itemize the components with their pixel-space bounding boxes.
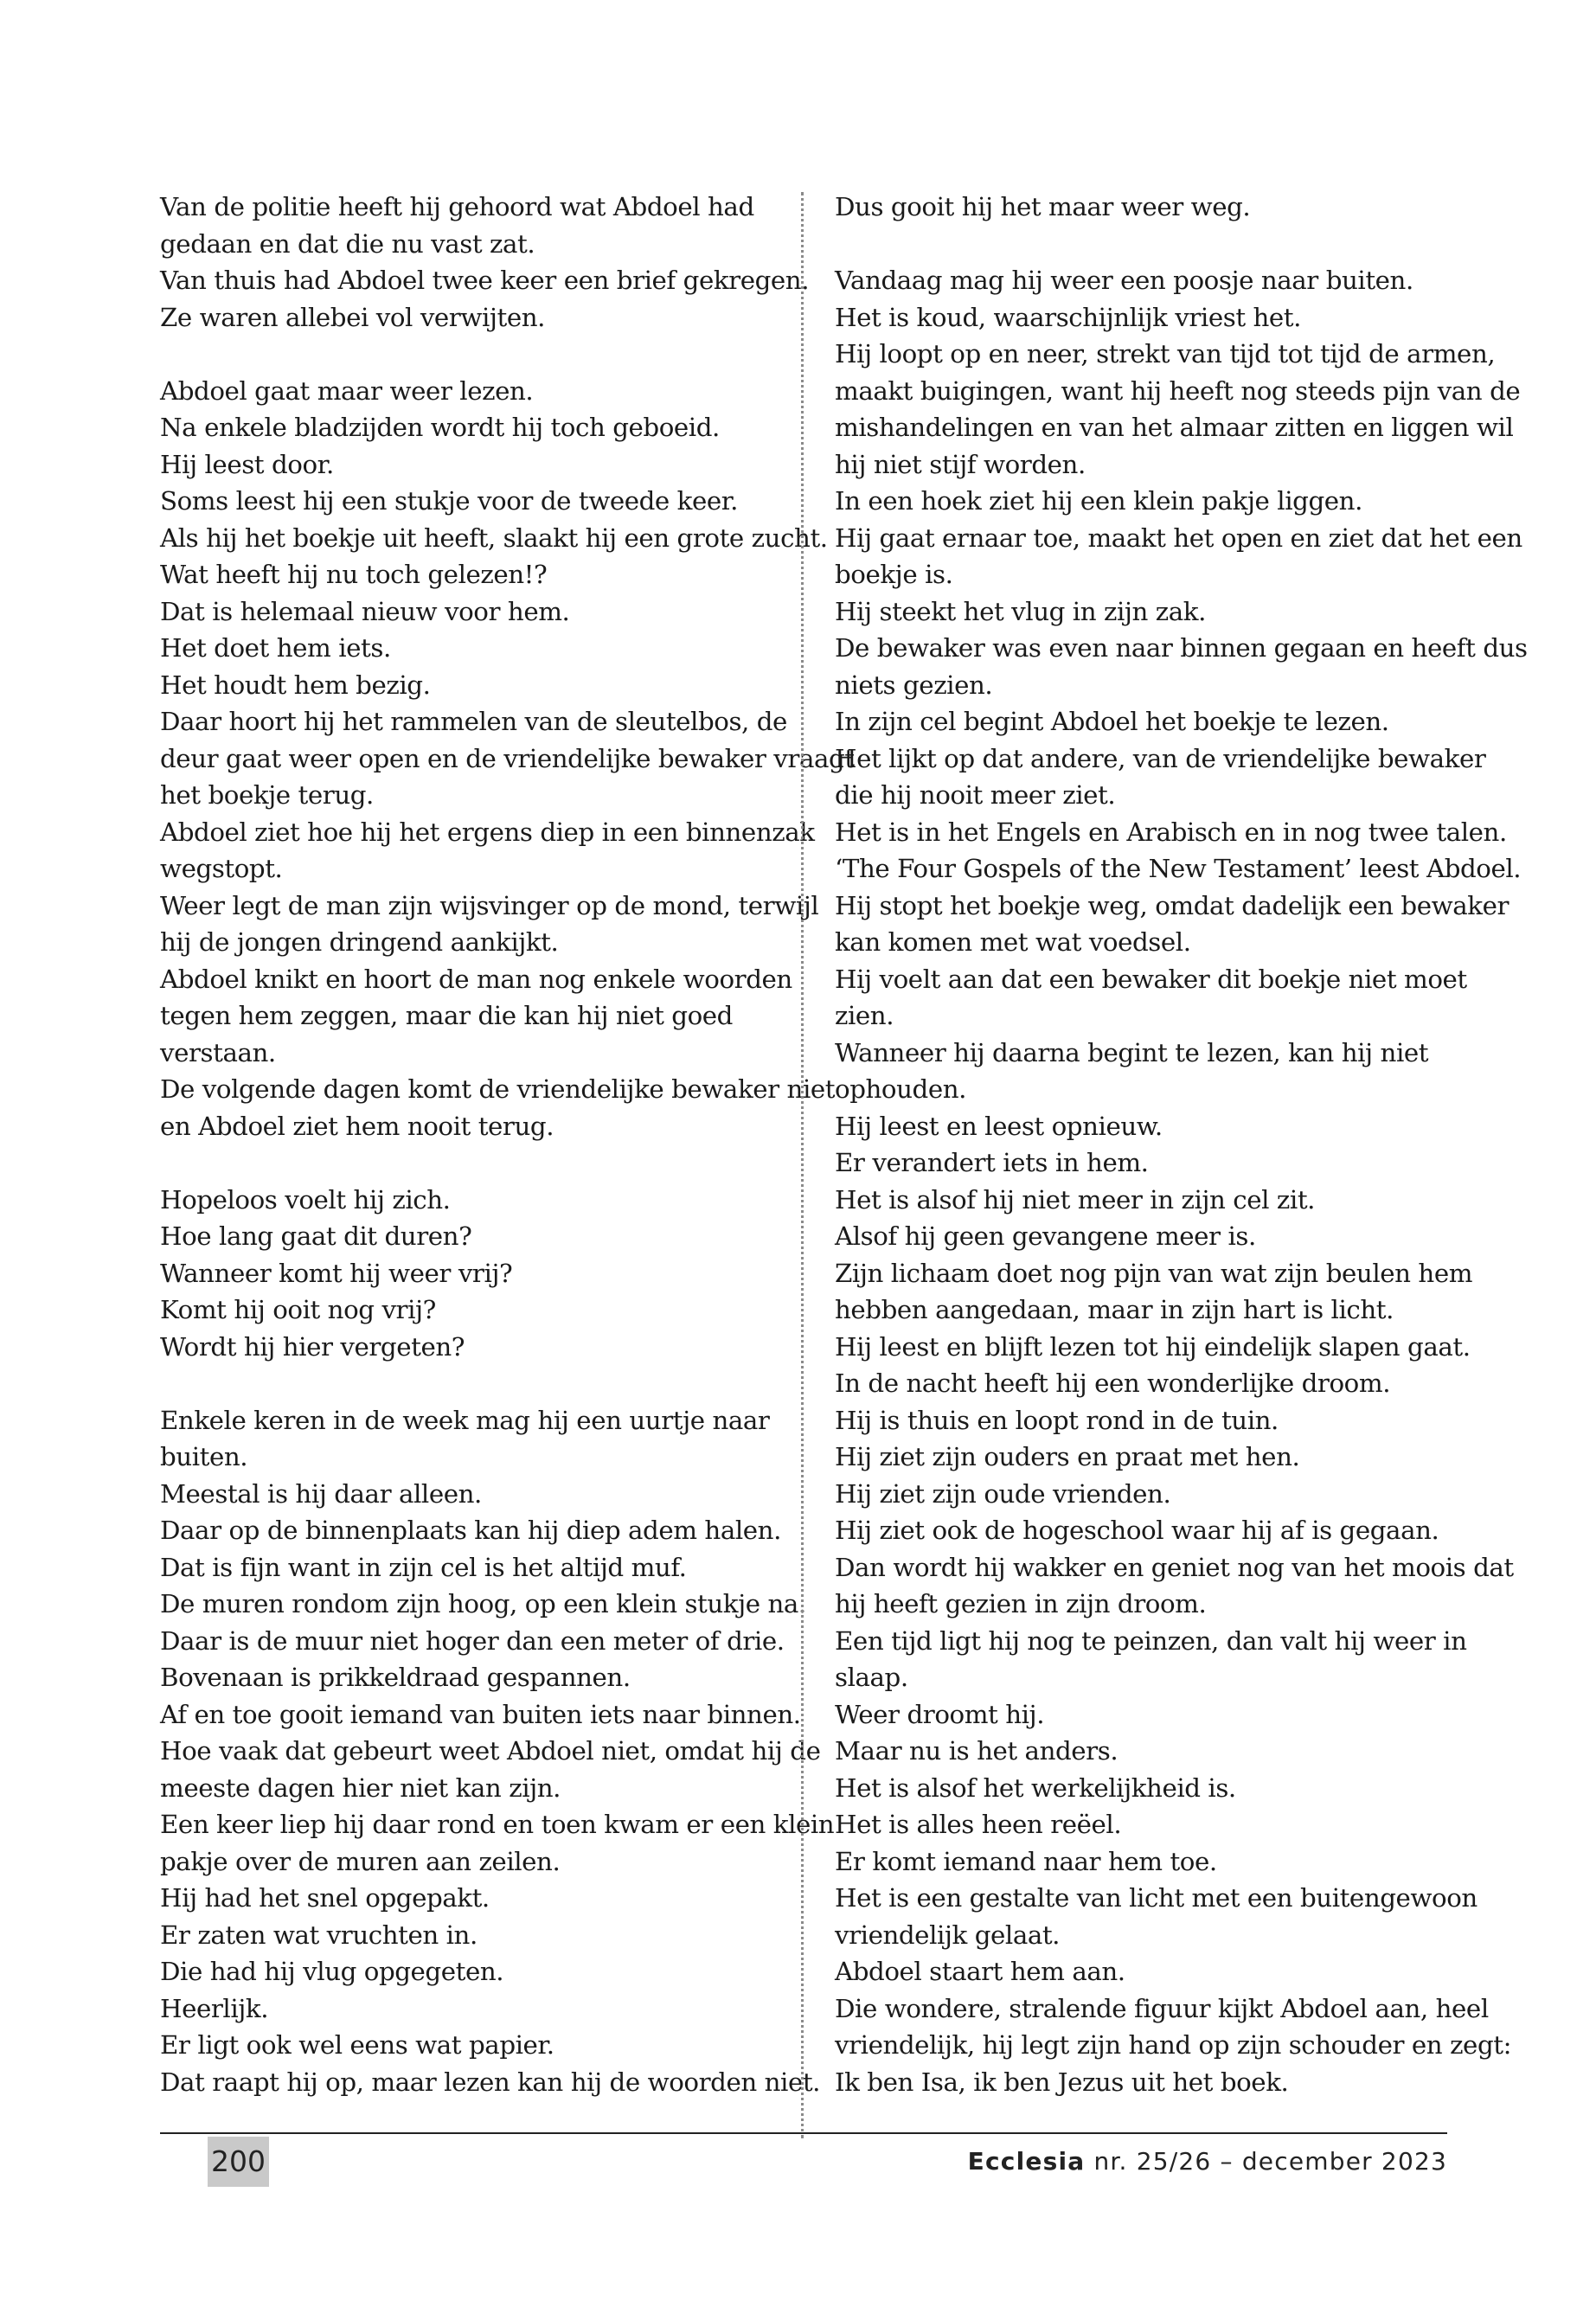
paragraph-gap [160, 1365, 779, 1402]
text-line: hij heeft gezien in zijn droom. [835, 1589, 1207, 1618]
text-line: meeste dagen hier niet kan zijn. [160, 1772, 561, 1803]
text-line: Hij ziet zijn oude vrienden. [835, 1478, 1171, 1509]
text-line: Een keer liep hij daar rond en toen kwam er een klein [160, 1810, 835, 1839]
text-line: Hij steekt het vlug in zijn zak. [835, 596, 1206, 626]
text-line: Enkele keren in de week mag hij een uurtje naar [160, 1405, 770, 1435]
column-divider [801, 192, 804, 2138]
text-line: Het is alsof het werkelijkheid is. [835, 1772, 1236, 1803]
text-line: Meestal is hij daar alleen. [160, 1478, 482, 1509]
text-line: verstaan. [160, 1037, 276, 1067]
text-line: Abdoel knikt en hoort de man nog enkele woorden [160, 964, 792, 994]
text-line: Hij stopt het boekje weg, omdat dadelijk een bewaker [835, 890, 1509, 920]
text-line: kan komen met wat voedsel. [835, 927, 1191, 957]
text-line: Bovenaan is prikkeldraad gespannen. [160, 1663, 631, 1692]
issue-info: nr. 25/26 – december 2023 [1085, 2147, 1447, 2176]
text-line: Van de politie heeft hij gehoord wat Abdoel had [160, 192, 754, 221]
text-line: Abdoel gaat maar weer lezen. [160, 375, 534, 406]
text-line: Hoe lang gaat dit duren? [160, 1221, 472, 1251]
paragraph-gap [835, 226, 1458, 263]
text-line: De muren rondom zijn hoog, op een klein stukje na. [160, 1589, 806, 1618]
text-line: Er verandert iets in hem. [835, 1148, 1149, 1177]
text-line: Dat raapt hij op, maar lezen kan hij de woorden niet. [160, 2067, 821, 2097]
text-line: Hij leest en leest opnieuw. [835, 1111, 1163, 1141]
text-line: Er ligt ook wel eens wat papier. [160, 2030, 554, 2060]
text-line: gedaan en dat die nu vast zat. [160, 228, 535, 259]
text-line: hebben aangedaan, maar in zijn hart is licht. [835, 1295, 1394, 1324]
text-line: De volgende dagen komt de vriendelijke bewaker niet [160, 1074, 836, 1104]
text-line: Af en toe gooit iemand van buiten iets naar binnen. [160, 1699, 801, 1729]
text-line: boekje is. [835, 560, 953, 589]
text-line: Ze waren allebei vol verwijten. [160, 302, 546, 332]
text-line: Hij voelt aan dat een bewaker dit boekje niet moet [835, 964, 1467, 994]
text-line: Die wondere, stralende figuur kijkt Abdoel aan, heel [835, 1993, 1489, 2023]
text-line: Hij gaat ernaar toe, maakt het open en ziet dat het een [835, 522, 1522, 553]
journal-info [968, 2137, 1447, 2187]
text-line: zien. [835, 1001, 894, 1030]
text-line: die hij nooit meer ziet. [835, 780, 1116, 810]
text-line: Hij ziet ook de hogeschool waar hij af is gegaan. [835, 1516, 1439, 1545]
text-line: Heerlijk. [160, 1993, 269, 2023]
text-line: Zijn lichaam doet nog pijn van wat zijn beulen hem [835, 1258, 1473, 1288]
text-line: Ik ben Isa, ik ben Jezus uit het boek. [835, 2067, 1289, 2097]
text-line: mishandelingen en van het almaar zitten en liggen wil [835, 413, 1514, 442]
text-line: vriendelijk, hij legt zijn hand op zijn schouder en zegt: [835, 2030, 1511, 2060]
left-column [160, 189, 855, 2100]
text-line: Hij had het snel opgepakt. [160, 1883, 490, 1913]
paragraph-gap [160, 336, 779, 373]
text-line: Het is in het Engels en Arabisch en in nog twee talen. [835, 817, 1507, 847]
text-line: Weer legt de man zijn wijsvinger op de mond, terwijl [160, 890, 819, 920]
text-line: Dat is helemaal nieuw voor hem. [160, 596, 570, 626]
footer-rule [160, 2132, 1447, 2134]
text-line: deur gaat weer open en de vriendelijke bewaker vraagt [160, 743, 855, 773]
text-line: Die had hij vlug opgegeten. [160, 1957, 504, 1986]
text-line: Het is koud, waarschijnlijk vriest het. [835, 302, 1301, 332]
text-line: Daar op de binnenplaats kan hij diep adem halen. [160, 1516, 781, 1545]
text-line: maakt buigingen, want hij heeft nog steeds pijn van de [835, 375, 1521, 406]
text-line: het boekje terug. [160, 780, 374, 810]
text-line: Het is een gestalte van licht met een buitengewoon [835, 1883, 1477, 1913]
text-line: Hij leest en blijft lezen tot hij eindelijk slapen gaat. [835, 1331, 1471, 1362]
text-line: Wordt hij hier vergeten? [160, 1331, 465, 1362]
text-line: tegen hem zeggen, maar die kan hij niet goed [160, 1001, 733, 1030]
text-line: Het is alsof hij niet meer in zijn cel zit. [835, 1184, 1316, 1215]
text-line: Het is alles heen reëel. [835, 1810, 1122, 1839]
text-line: Er zaten wat vruchten in. [160, 1920, 478, 1950]
text-line: hij de jongen dringend aankijkt. [160, 927, 559, 957]
text-line: hij niet stijf worden. [835, 449, 1086, 479]
text-line: wegstopt. [160, 854, 283, 883]
text-line: pakje over de muren aan zeilen. [160, 1846, 561, 1876]
text-line: Daar is de muur niet hoger dan een meter of drie. [160, 1625, 785, 1656]
text-line: Van thuis had Abdoel twee keer een brief gekregen. [160, 266, 810, 295]
text-line: Hoe vaak dat gebeurt weet Abdoel niet, omdat hij de [160, 1736, 821, 1766]
text-line: Als hij het boekje uit heeft, slaakt hij een grote zucht. [160, 522, 828, 553]
text-line: en Abdoel ziet hem nooit terug. [160, 1111, 554, 1141]
text-line: slaap. [835, 1663, 908, 1692]
text-line: Abdoel ziet hoe hij het ergens diep in een binnenzak [160, 817, 815, 847]
text-line: Hij loopt op en neer, strekt van tijd tot tijd de armen, [835, 339, 1496, 369]
text-line: Alsof hij geen gevangene meer is. [835, 1221, 1256, 1251]
text-line: Maar nu is het anders. [835, 1736, 1118, 1766]
text-line: Dan wordt hij wakker en geniet nog van het moois dat [835, 1552, 1514, 1582]
text-line: ‘The Four Gospels of the New Testament’ leest Abdoel. [835, 854, 1522, 883]
text-line: Hij is thuis en loopt rond in de tuin. [835, 1405, 1279, 1435]
text-line: Soms leest hij een stukje voor de tweede keer. [160, 486, 738, 516]
text-line: Wanneer hij daarna begint te lezen, kan hij niet [835, 1037, 1429, 1067]
text-line: Vandaag mag hij weer een poosje naar buiten. [835, 266, 1413, 295]
journal-name: Ecclesia [967, 2147, 1086, 2176]
text-line: In de nacht heeft hij een wonderlijke droom. [835, 1368, 1391, 1398]
text-line: Een tijd ligt hij nog te peinzen, dan valt hij weer in [835, 1625, 1467, 1656]
text-line: Het doet hem iets. [160, 633, 391, 663]
text-line: Wanneer komt hij weer vrij? [160, 1258, 513, 1288]
text-line: Na enkele bladzijden wordt hij toch geboeid. [160, 413, 720, 442]
text-line: Daar hoort hij het rammelen van de sleutelbos, de [160, 707, 787, 736]
text-line: vriendelijk gelaat. [835, 1920, 1061, 1950]
right-column [835, 189, 1528, 2100]
text-line: Het lijkt op dat andere, van de vriendelijke bewaker [835, 743, 1486, 773]
text-line: Abdoel staart hem aan. [835, 1957, 1125, 1986]
text-line: Dus gooit hij het maar weer weg. [835, 192, 1251, 221]
page-number: 200 [208, 2137, 269, 2187]
text-line: Wat heeft hij nu toch gelezen!? [160, 560, 548, 589]
text-line: Het houdt hem bezig. [160, 670, 431, 700]
text-line: Dat is fijn want in zijn cel is het altijd muf. [160, 1552, 687, 1582]
text-line: Hij leest door. [160, 449, 334, 479]
text-line: Weer droomt hij. [835, 1699, 1045, 1729]
text-line: In een hoek ziet hij een klein pakje liggen. [835, 486, 1362, 516]
text-line: Hopeloos voelt hij zich. [160, 1184, 451, 1215]
text-line: ophouden. [835, 1074, 966, 1104]
text-line: niets gezien. [835, 670, 993, 700]
text-line: buiten. [160, 1442, 248, 1471]
text-line: Hij ziet zijn ouders en praat met hen. [835, 1442, 1300, 1471]
text-line: Er komt iemand naar hem toe. [835, 1846, 1217, 1876]
text-line: De bewaker was even naar binnen gegaan en heeft dus [835, 633, 1528, 663]
text-line: In zijn cel begint Abdoel het boekje te lezen. [835, 707, 1389, 736]
text-line: Komt hij ooit nog vrij? [160, 1295, 436, 1324]
paragraph-gap [160, 1144, 779, 1182]
